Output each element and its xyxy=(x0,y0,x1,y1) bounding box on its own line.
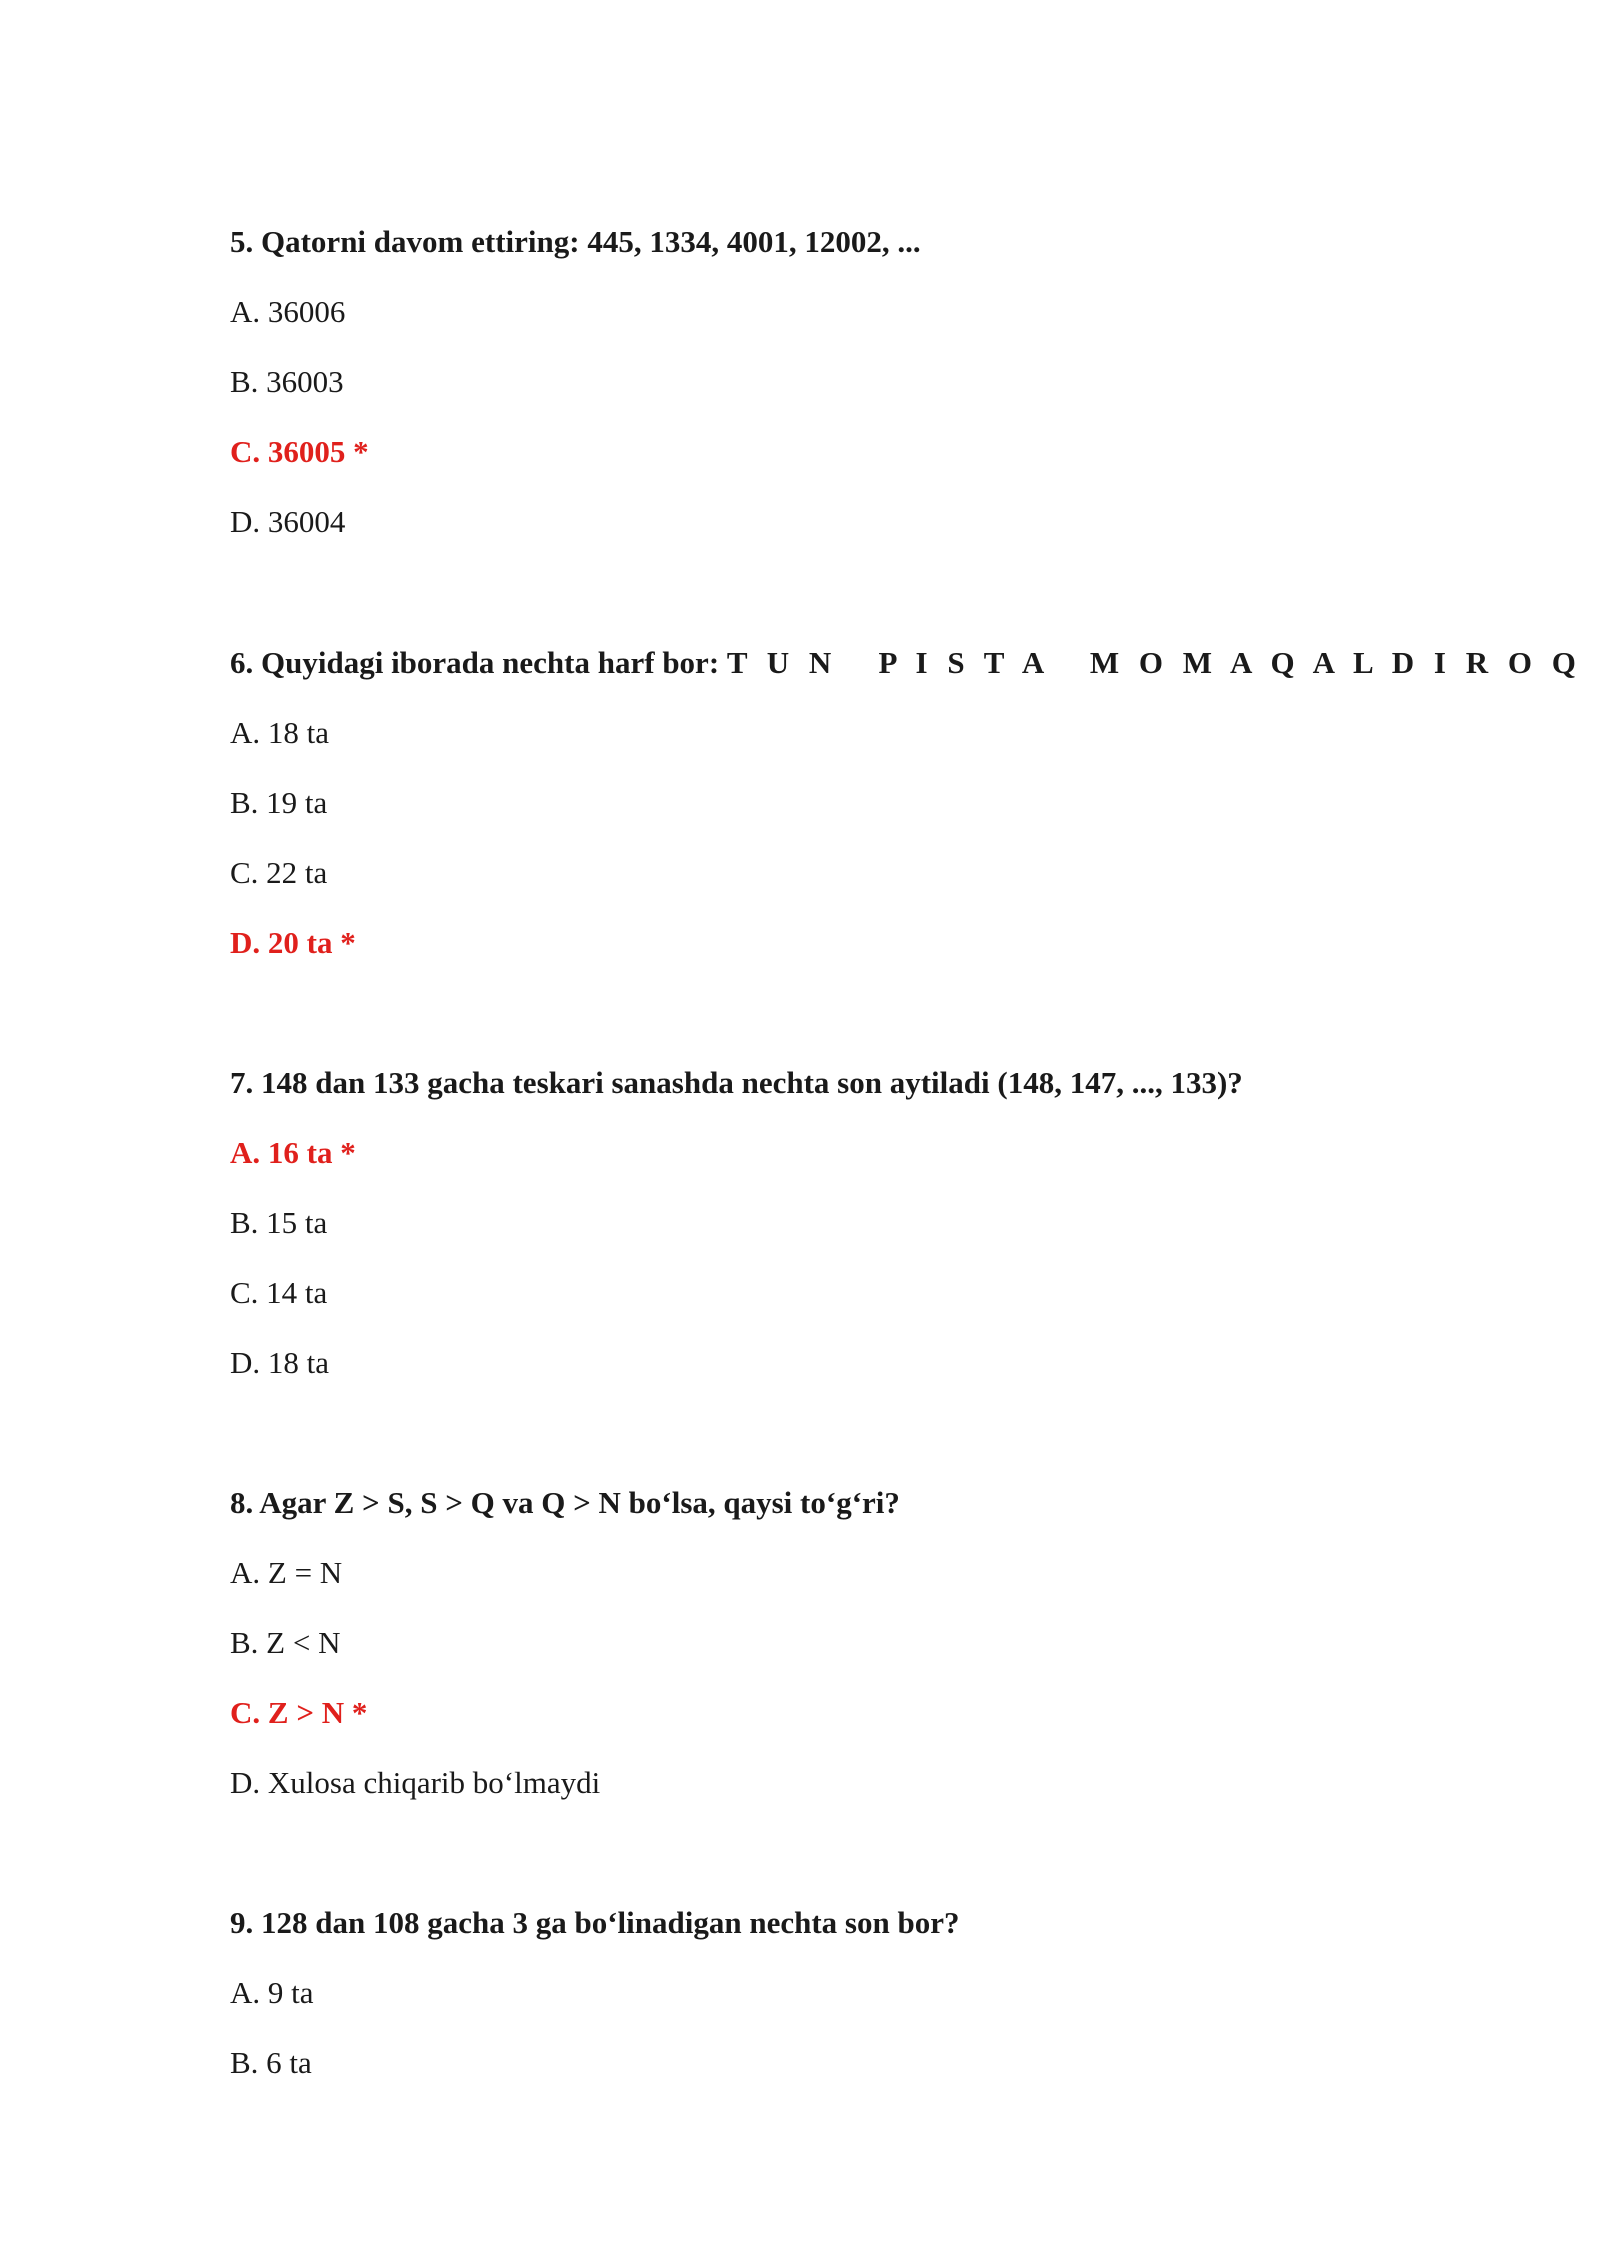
question-5-option-b: B. 36003 xyxy=(230,364,344,399)
question-6-option-d-correct: D. 20 ta * xyxy=(230,925,356,960)
question-5-text: 5. Qatorni davom ettiring: 445, 1334, 4001, 12002, ... xyxy=(230,224,921,259)
question-9-option-a: A. 9 ta xyxy=(230,1975,314,2010)
question-8 xyxy=(230,1485,1480,1801)
question-7-option-d: D. 18 ta xyxy=(230,1345,330,1380)
question-8-option-c-correct: C. Z > N * xyxy=(230,1695,368,1730)
question-6-option-c: C. 22 ta xyxy=(230,855,328,890)
question-6-option-a: A. 18 ta xyxy=(230,715,330,750)
question-7-option-c: C. 14 ta xyxy=(230,1275,328,1310)
question-9-text: 9. 128 dan 108 gacha 3 ga bo‘linadigan nechta son bor? xyxy=(230,1905,960,1940)
question-8-text: 8. Agar Z > S, S > Q va Q > N bo‘lsa, qaysi to‘g‘ri? xyxy=(230,1485,900,1520)
question-8-option-a: A. Z = N xyxy=(230,1555,343,1590)
question-6-option-b: B. 19 ta xyxy=(230,785,328,820)
question-5-option-c-correct: C. 36005 * xyxy=(230,434,369,469)
question-6-text xyxy=(230,645,1582,681)
question-5-option-a: A. 36006 xyxy=(230,294,346,329)
question-5-option-d: D. 36004 xyxy=(230,504,346,539)
question-8-option-b: B. Z < N xyxy=(230,1625,341,1660)
question-6-prompt: 6. Quyidagi iborada nechta harf bor: xyxy=(230,645,727,680)
question-7-option-a-correct: A. 16 ta * xyxy=(230,1135,356,1170)
question-7-option-b: B. 15 ta xyxy=(230,1205,328,1240)
question-5 xyxy=(230,224,1480,540)
question-9-option-b: B. 6 ta xyxy=(230,2045,312,2080)
question-6 xyxy=(230,645,1582,961)
question-6-phrase: T U N P I S T A M O M A Q A L D I R O Q xyxy=(726,645,1582,680)
question-8-option-d: D. Xulosa chiqarib bo‘lmaydi xyxy=(230,1765,601,1800)
question-7 xyxy=(230,1065,1480,1381)
question-7-text: 7. 148 dan 133 gacha teskari sanashda nechta son aytiladi (148, 147, ..., 133)? xyxy=(230,1065,1243,1100)
question-9 xyxy=(230,1905,1480,2081)
